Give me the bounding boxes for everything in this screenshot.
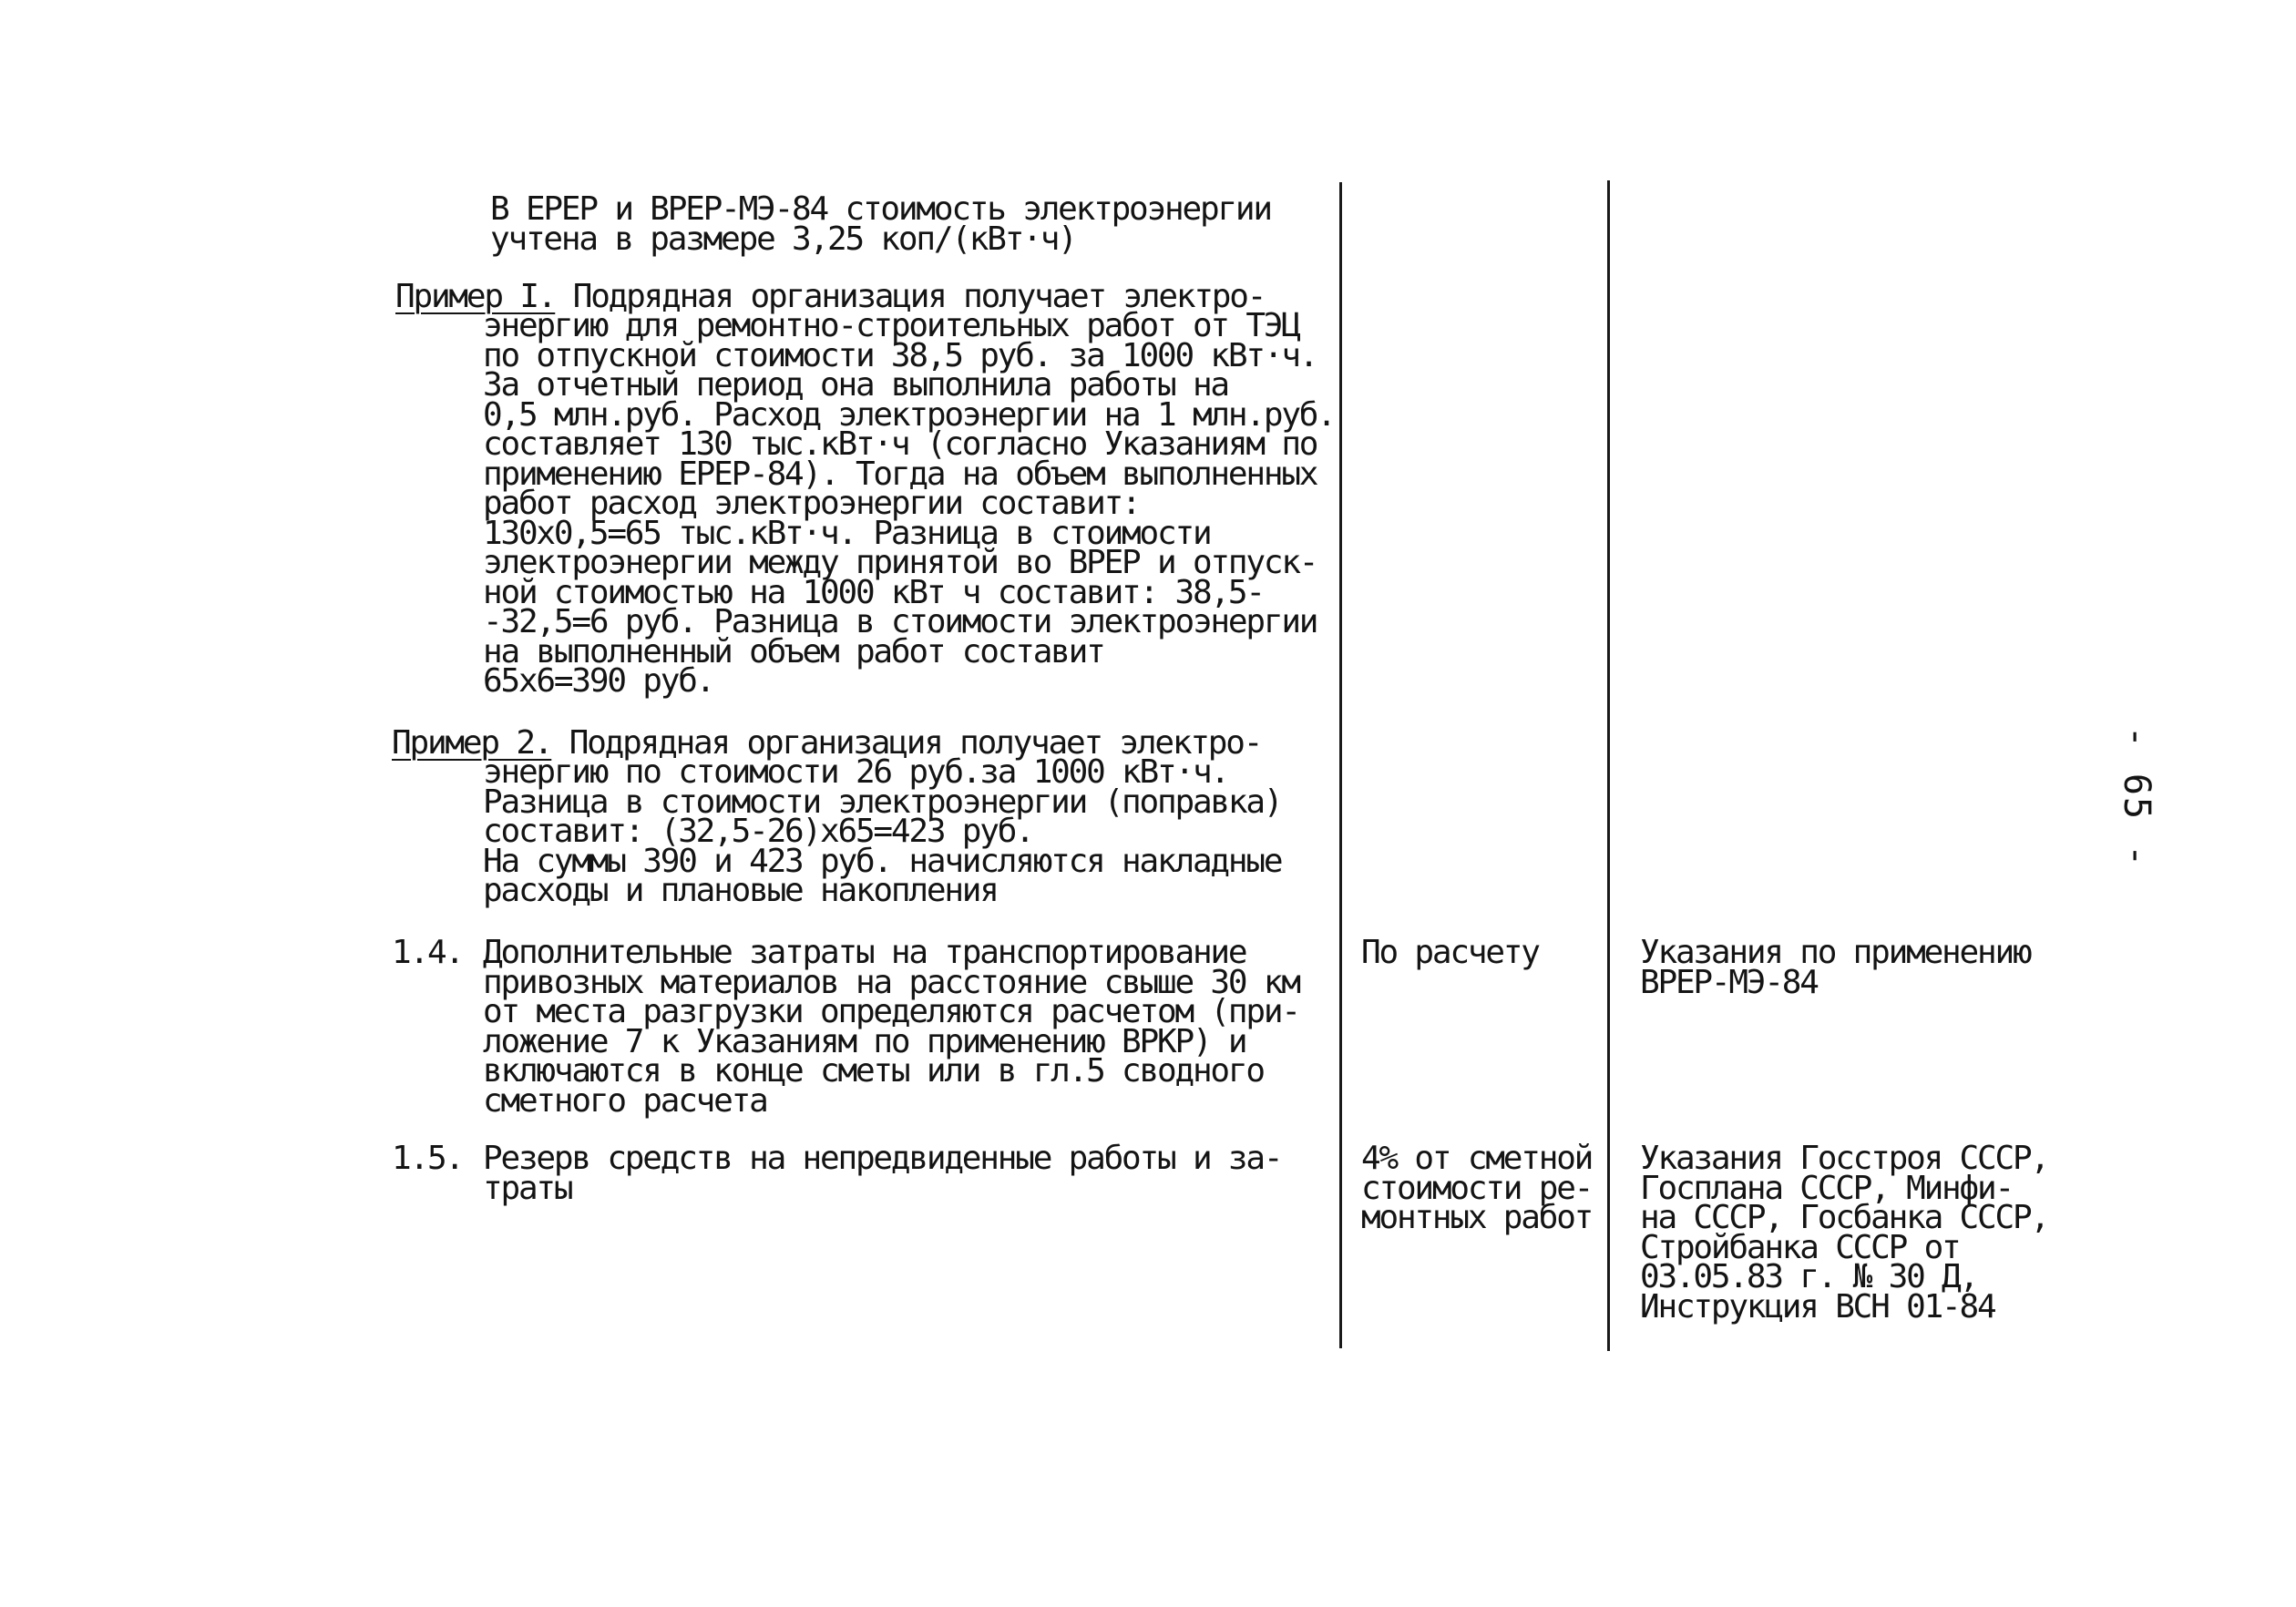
column-divider-right [1607,180,1610,1351]
row-1-4-basis: Указания по применению ВРЕР-МЭ-84 [1640,934,2031,1001]
row-1-5-text: Резерв средств на непредвиденные работы и за- траты [483,1140,1282,1207]
example-2-first-text: Подрядная организация получает электро- [551,724,1262,762]
example-2-body: энергию по стоимости 26 руб.за 1000 кВт·ч. Разница в стоимости электроэнергии (поправка) составит: (32,5-26)х65=423 руб. На суммы 390 и 423 руб. начисляются накладные расходы и плановые накопления [483,753,1282,909]
example-1-body: энергию для ремонтно-строительных работ от ТЭЦ по отпускной стоимости 38,5 руб. за 1000 кВт·ч. За отчетный период она выполнила работы на 0,5 млн.руб. Расход электроэнергии на 1 млн.руб. составляет 130 тыс.кВт·ч (согласно Указаниям по применению ЕРЕР-84). Тогда на объем выполненных работ расход электроэнергии составит: 130х0,5=65 тыс.кВт·ч. Разница в стоимости электроэнергии между принятой во ВРЕР и отпуск- ной стоимостью на 1000 кВт ч составит: 38,5- -32,5=6 руб. Разница в стоимости электроэнергии на выполненный объем работ составит 65х6=390 руб. [483,307,1335,700]
example-1-first-text: Подрядная организация получает электро- [555,278,1266,315]
row-1-4-amount: По расчету [1361,934,1539,971]
row-1-5-basis: Указания Госстроя СССР, Госплана СССР, Минфи- на СССР, Госбанка СССР, Стройбанка СССР от 03.05.83 г. № 30 Д, Инструкция ВСН 01-84 [1640,1140,2048,1326]
intro-paragraph: В ЕРЕР и ВРЕР-МЭ-84 стоимость электроэнергии учтена в размере 3,25 коп/(кВт·ч) [490,190,1271,258]
row-1-5-amount: 4% от сметной стоимости ре- монтных работ [1361,1140,1593,1236]
example-2-label: Пример 2. [392,724,552,762]
example-1-label: Пример I. [395,278,556,315]
row-1-4-number: 1.4. [392,934,463,971]
row-1-5-number: 1.5. [392,1140,463,1177]
page-number: - 65 - [2116,725,2158,869]
column-divider-left [1339,182,1342,1348]
row-1-4-text: Дополнительные затраты на транспортирование привозных материалов на расстояние свыше 30 км от места разгрузки определяются расчетом (при- ложение 7 к Указаниям по применению ВРКР) и включаются в конце сметы или в гл.5 сводного сметного расчета [483,934,1299,1120]
